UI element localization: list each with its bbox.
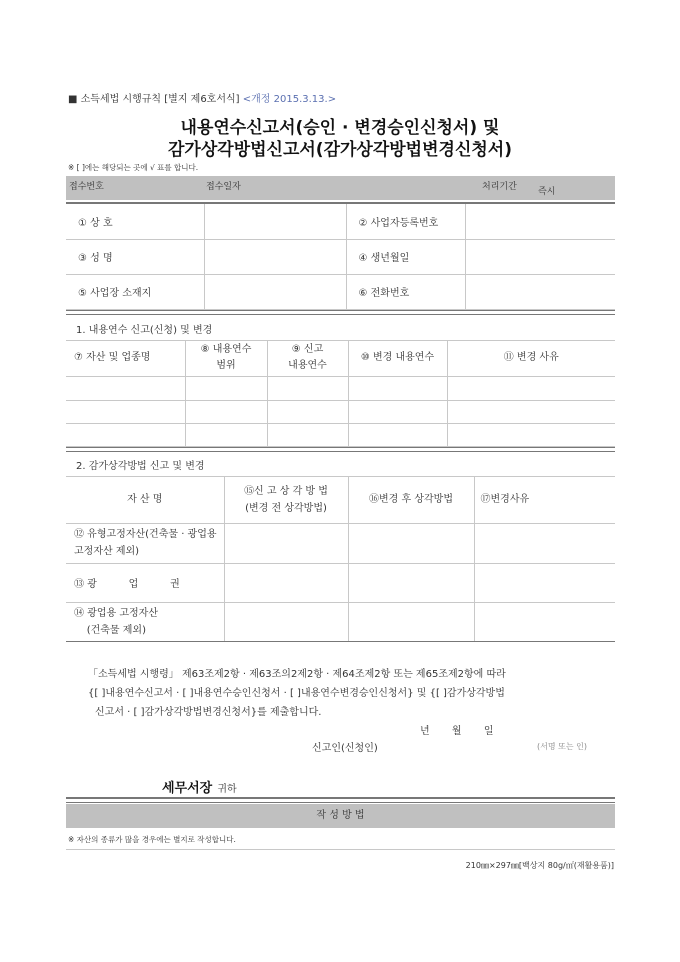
table-row	[66, 563, 615, 602]
tax-office: 세무서장	[162, 781, 213, 796]
declaration-line2: {[ ]내용연수신고서 · [ ]내용연수승인신청서 · [ ]내용연수변경승인신청서} 및 {[ ]감가상각방법	[88, 688, 505, 699]
phone-field[interactable]	[465, 274, 615, 309]
address-field[interactable]	[204, 274, 346, 309]
label-address: ⑤ 사업장 소재지	[66, 274, 204, 309]
cell[interactable]	[185, 376, 267, 400]
cell[interactable]	[474, 563, 615, 602]
declaration-line3: 신고서 · [ ]감가상각방법변경신청서}를 제출합니다.	[95, 707, 322, 718]
company-field[interactable]	[204, 204, 346, 239]
paper-spec: 210㎜×297㎜[백상지 80g/㎡(재활용품)]	[465, 861, 614, 870]
title-line2: 감가상각방법신고서(감가상각방법변경신청서)	[168, 140, 512, 160]
label-business-number: ② 사업자등록번호	[346, 204, 465, 239]
label-phone: ⑥ 전화번호	[346, 274, 465, 309]
addressee-suffix: 귀하	[217, 784, 237, 795]
col-change-reason: ⑰변경사유	[474, 477, 615, 523]
cell[interactable]	[66, 400, 185, 423]
cell[interactable]	[66, 423, 185, 446]
section2-title: 2. 감가상각방법 신고 및 변경	[76, 461, 205, 472]
info-table	[66, 204, 615, 310]
col-asset-industry: ⑦ 자산 및 업종명	[66, 341, 185, 376]
form-header	[68, 90, 336, 105]
cell[interactable]	[224, 602, 348, 641]
cell[interactable]	[474, 602, 615, 641]
cell[interactable]	[348, 376, 447, 400]
cell[interactable]	[348, 563, 474, 602]
title-line1: 내용연수신고서(승인 · 변경승인신청서) 및	[180, 118, 500, 138]
applicant-label: 신고인(신청인)	[312, 743, 378, 754]
cell[interactable]	[224, 563, 348, 602]
col-reported-life: ⑨ 신고 내용연수	[267, 341, 348, 376]
row-label-mining-right: ⑬ 광 업 권	[66, 563, 224, 602]
col-life-range: ⑧ 내용연수 범위	[185, 341, 267, 376]
cell[interactable]	[348, 523, 474, 563]
cell[interactable]	[267, 400, 348, 423]
receipt-date-label: 접수일자	[206, 182, 241, 192]
cell[interactable]	[348, 400, 447, 423]
col-change-reason: ⑪ 변경 사유	[447, 341, 615, 376]
instructions-title: 작 성 방 법	[66, 804, 615, 828]
label-name: ③ 성 명	[66, 239, 204, 274]
law-reference: ■ 소득세법 시행규칙 [별지 제6호서식]	[68, 94, 240, 105]
table-row	[66, 376, 615, 400]
col-changed-method: ⑯변경 후 상각방법	[348, 477, 474, 523]
label-birthdate: ④ 생년월일	[346, 239, 465, 274]
cell[interactable]	[224, 523, 348, 563]
addressee	[162, 777, 237, 796]
table-row	[66, 523, 615, 563]
label-company: ① 상 호	[66, 204, 204, 239]
birthdate-field[interactable]	[465, 239, 615, 274]
date-field[interactable]: 년 월 일	[420, 726, 494, 737]
name-field[interactable]	[204, 239, 346, 274]
processing-period-label: 처리기간	[482, 182, 517, 192]
check-note: ※ [ ]에는 해당되는 곳에 √ 표를 합니다.	[68, 163, 199, 172]
business-number-field[interactable]	[465, 204, 615, 239]
table-row	[66, 400, 615, 423]
depreciation-table	[66, 477, 615, 642]
declaration-line1: 「소득세법 시행령」 제63조제2항 · 제63조의2제2항 · 제64조제2항 또는 제65조제2항에 따라	[88, 669, 506, 680]
page-title	[0, 117, 680, 161]
cell[interactable]	[66, 376, 185, 400]
cell[interactable]	[447, 400, 615, 423]
revision-date: <개정 2015.3.13.>	[242, 94, 337, 105]
cell[interactable]	[348, 602, 474, 641]
col-reported-method: ⑮신 고 상 각 방 법 (변경 전 상각방법)	[224, 477, 348, 523]
cell[interactable]	[267, 376, 348, 400]
col-changed-life: ⑩ 변경 내용연수	[348, 341, 447, 376]
useful-life-table	[66, 341, 615, 447]
row-label-mining-asset: ⑭ 광업용 고정자산 (건축물 제외)	[66, 602, 224, 641]
cell[interactable]	[348, 423, 447, 446]
col-asset-name: 자 산 명	[66, 477, 224, 523]
processing-period-value: 즉시	[538, 187, 556, 197]
cell[interactable]	[185, 423, 267, 446]
cell[interactable]	[447, 376, 615, 400]
row-label-tangible: ⑫ 유형고정자산(건축물 · 광업용 고정자산 제외)	[66, 523, 224, 563]
receipt-bar	[66, 176, 615, 200]
cell[interactable]	[474, 523, 615, 563]
signature-field[interactable]: (서명 또는 인)	[537, 742, 587, 751]
instructions-note: ※ 자산의 종류가 많을 경우에는 별지로 작성합니다.	[68, 835, 236, 844]
table-row	[66, 602, 615, 641]
cell[interactable]	[447, 423, 615, 446]
receipt-number-label: 접수번호	[69, 182, 104, 192]
cell[interactable]	[185, 400, 267, 423]
section1-title: 1. 내용연수 신고(신청) 및 변경	[76, 325, 213, 336]
table-row	[66, 423, 615, 446]
cell[interactable]	[267, 423, 348, 446]
